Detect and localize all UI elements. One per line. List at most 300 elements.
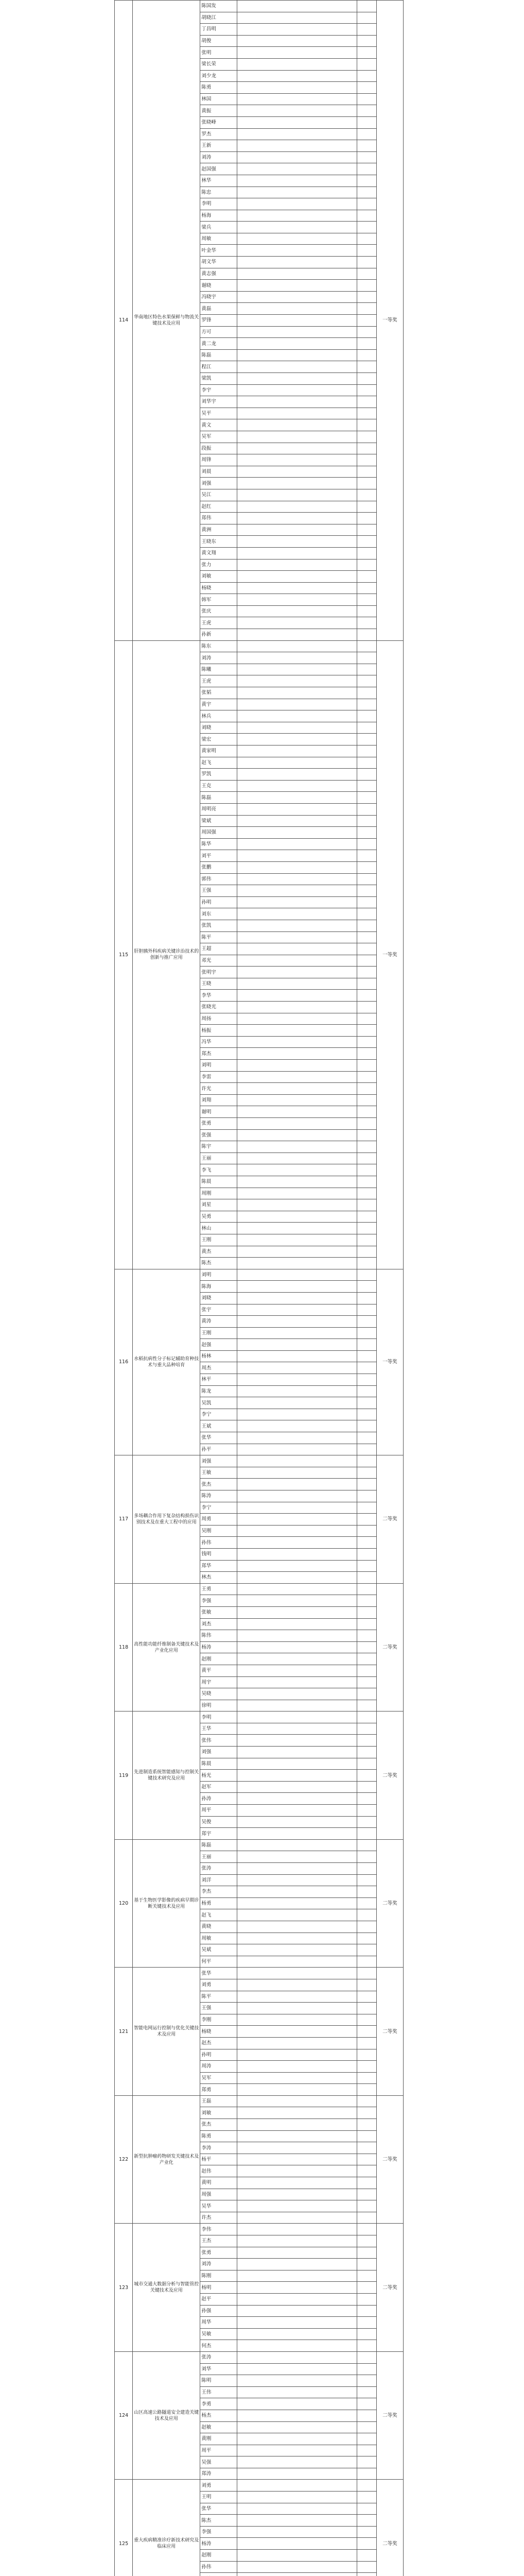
member-org-cell [237, 1595, 357, 1607]
member-org-cell [237, 827, 357, 839]
blank-cell [357, 1211, 376, 1223]
member-org-cell [237, 1385, 357, 1397]
member-org-cell [237, 1420, 357, 1432]
member-org-cell [237, 687, 357, 699]
member-org-cell [237, 1979, 357, 1991]
blank-cell [357, 1106, 376, 1118]
member-org-cell [237, 2515, 357, 2527]
member-name-cell: 杨涛 [200, 2538, 237, 2550]
member-org-cell [237, 1094, 357, 1106]
blank-cell [357, 1246, 376, 1258]
member-org-cell [237, 1781, 357, 1793]
member-name-cell: 杨晓 [200, 582, 237, 594]
member-org-cell [237, 2130, 357, 2142]
member-org-cell [237, 536, 357, 548]
blank-cell [357, 699, 376, 710]
member-org-cell [237, 1258, 357, 1269]
member-org-cell [237, 1002, 357, 1013]
blank-cell [357, 1653, 376, 1665]
blank-cell [357, 82, 376, 94]
blank-cell [357, 478, 376, 489]
table-row [115, 1583, 404, 1595]
blank-cell [357, 2445, 376, 2456]
member-name-cell: 吴斌 [200, 1944, 237, 1956]
blank-cell [357, 1781, 376, 1793]
blank-cell [357, 2421, 376, 2433]
member-name-cell: 周宇 [200, 1676, 237, 1688]
member-name-cell: 赵强 [200, 1339, 237, 1351]
member-name-cell: 吴平 [200, 408, 237, 419]
blank-cell [357, 35, 376, 47]
blank-cell [357, 2247, 376, 2259]
member-org-cell [237, 2480, 357, 2492]
member-org-cell [237, 675, 357, 687]
member-org-cell [237, 1467, 357, 1479]
project-title-cell: 高性能功能纤维制备关键技术及产业化应用 [133, 1583, 200, 1711]
member-org-cell [237, 1129, 357, 1141]
member-org-cell [237, 1327, 357, 1339]
project-title-cell: 水稻抗病性分子标记辅助育种技术与重大品种培育 [133, 1269, 200, 1455]
blank-cell [357, 175, 376, 187]
member-name-cell: 徐明 [200, 1700, 237, 1711]
member-name-cell: 刘洋 [200, 1874, 237, 1886]
member-name-cell: 赵刚 [200, 2550, 237, 2562]
member-org-cell [237, 908, 357, 920]
blank-cell [357, 920, 376, 931]
blank-cell [357, 2317, 376, 2329]
award-level-cell: 一等奖 [376, 1, 403, 641]
member-org-cell [237, 1444, 357, 1455]
blank-cell [357, 2084, 376, 2096]
member-name-cell: 刘华 [200, 2363, 237, 2375]
blank-cell [357, 1420, 376, 1432]
member-name-cell: 林华 [200, 175, 237, 187]
member-name-cell: 刘明 [200, 1269, 237, 1281]
member-name-cell: 孙新 [200, 629, 237, 641]
member-name-cell: 许杰 [200, 2212, 237, 2224]
member-org-cell [237, 1572, 357, 1584]
blank-cell [357, 2363, 376, 2375]
project-number-cell: 117 [115, 1455, 133, 1584]
blank-cell [357, 1723, 376, 1735]
member-org-cell [237, 1292, 357, 1304]
blank-cell [357, 1350, 376, 1362]
member-name-cell: 王晓 [200, 978, 237, 990]
member-org-cell [237, 431, 357, 443]
blank-cell [357, 1641, 376, 1653]
blank-cell [357, 245, 376, 257]
project-number-cell: 115 [115, 640, 133, 1269]
member-name-cell: 郑勇 [200, 2084, 237, 2096]
blank-cell [357, 1083, 376, 1095]
member-name-cell: 许光 [200, 1083, 237, 1095]
member-name-cell: 陈晨 [200, 1758, 237, 1770]
member-name-cell: 陈明 [200, 2375, 237, 2387]
blank-cell [357, 1327, 376, 1339]
member-org-cell [237, 2189, 357, 2200]
blank-cell [357, 1816, 376, 1828]
member-org-cell [237, 2095, 357, 2107]
blank-cell [357, 151, 376, 163]
member-org-cell [237, 1246, 357, 1258]
member-name-cell: 林杰 [200, 1572, 237, 1584]
blank-cell [357, 967, 376, 978]
member-name-cell: 何杰 [200, 2340, 237, 2352]
blank-cell [357, 1944, 376, 1956]
member-org-cell [237, 1537, 357, 1549]
member-name-cell: 罗锋 [200, 315, 237, 327]
member-name-cell: 刘涛 [200, 2259, 237, 2270]
member-name-cell: 孙明 [200, 896, 237, 908]
member-name-cell: 吴强 [200, 2456, 237, 2468]
member-org-cell [237, 1700, 357, 1711]
member-name-cell: 郑涛 [200, 2468, 237, 2480]
member-org-cell [237, 1897, 357, 1909]
member-org-cell [237, 2084, 357, 2096]
blank-cell [357, 861, 376, 873]
member-name-cell: 郑杰 [200, 1048, 237, 1060]
member-name-cell: 刘勇 [200, 2480, 237, 2492]
blank-cell [357, 443, 376, 454]
member-org-cell [237, 1025, 357, 1037]
blank-cell [357, 1048, 376, 1060]
blank-cell [357, 990, 376, 1002]
member-org-cell [237, 1548, 357, 1560]
member-name-cell: 黄洲 [200, 524, 237, 536]
blank-cell [357, 349, 376, 361]
member-org-cell [237, 710, 357, 722]
member-name-cell: 叶金华 [200, 245, 237, 257]
member-org-cell [237, 373, 357, 385]
member-name-cell: 周华 [200, 2317, 237, 2329]
member-name-cell: 张明 [200, 47, 237, 59]
member-name-cell: 张华 [200, 2503, 237, 2515]
member-org-cell [237, 2386, 357, 2398]
member-name-cell: 杨杰 [200, 2410, 237, 2421]
member-org-cell [237, 222, 357, 233]
blank-cell [357, 2305, 376, 2317]
member-name-cell: 陈晨 [200, 1176, 237, 1188]
member-org-cell [237, 1886, 357, 1898]
member-name-cell: 张华 [200, 1432, 237, 1444]
member-name-cell: 张鹏 [200, 861, 237, 873]
member-org-cell [237, 1968, 357, 1979]
member-name-cell: 张晓峰 [200, 116, 237, 128]
blank-cell [357, 2049, 376, 2061]
blank-cell [357, 1129, 376, 1141]
member-org-cell [237, 1479, 357, 1490]
member-org-cell [237, 2468, 357, 2480]
member-name-cell: 邓光 [200, 955, 237, 967]
member-org-cell [237, 1641, 357, 1653]
blank-cell [357, 1, 376, 12]
member-org-cell [237, 1618, 357, 1630]
member-org-cell [237, 210, 357, 222]
member-name-cell: 刘平 [200, 850, 237, 862]
member-org-cell [237, 757, 357, 769]
member-name-cell: 刘强 [200, 1455, 237, 1467]
blank-cell [357, 2177, 376, 2189]
member-org-cell [237, 1828, 357, 1840]
member-org-cell [237, 1118, 357, 1130]
member-org-cell [237, 885, 357, 897]
blank-cell [357, 1665, 376, 1676]
member-name-cell: 王伟 [200, 2386, 237, 2398]
project-title-cell: 智能电网运行控制与优化关键技术及应用 [133, 1968, 200, 2096]
member-org-cell [237, 1770, 357, 1782]
blank-cell [357, 605, 376, 617]
member-name-cell: 刘强 [200, 478, 237, 489]
blank-cell [357, 2095, 376, 2107]
member-org-cell [237, 1199, 357, 1211]
blank-cell [357, 2107, 376, 2119]
table-row [115, 640, 404, 652]
blank-cell [357, 1630, 376, 1642]
blank-cell [357, 222, 376, 233]
blank-cell [357, 1385, 376, 1397]
member-name-cell: 周扬 [200, 1013, 237, 1025]
member-org-cell [237, 967, 357, 978]
member-name-cell: 李杰 [200, 1886, 237, 1898]
project-number-cell: 120 [115, 1839, 133, 1968]
blank-cell [357, 955, 376, 967]
blank-cell [357, 338, 376, 350]
blank-cell [357, 734, 376, 745]
member-org-cell [237, 1339, 357, 1351]
member-name-cell: 杨平 [200, 2154, 237, 2165]
award-list-body [115, 1, 404, 2576]
blank-cell [357, 58, 376, 70]
blank-cell [357, 1374, 376, 1386]
member-org-cell [237, 2445, 357, 2456]
member-name-cell: 王斌 [200, 1420, 237, 1432]
member-org-cell [237, 47, 357, 59]
blank-cell [357, 1735, 376, 1747]
member-name-cell: 黄二龙 [200, 338, 237, 350]
member-name-cell: 张勇 [200, 2247, 237, 2259]
member-name-cell: 黄志强 [200, 268, 237, 280]
member-name-cell: 赵红 [200, 501, 237, 513]
blank-cell [357, 594, 376, 606]
member-org-cell [237, 2037, 357, 2049]
member-name-cell: 吴凯 [200, 1397, 237, 1409]
member-org-cell [237, 1909, 357, 1921]
blank-cell [357, 1362, 376, 1374]
member-org-cell [237, 1502, 357, 1514]
member-name-cell: 陈华 [200, 838, 237, 850]
member-name-cell: 李雷 [200, 1071, 237, 1083]
member-name-cell: 陈磊 [200, 1839, 237, 1851]
blank-cell [357, 1234, 376, 1246]
award-level-cell: 二等奖 [376, 2480, 403, 2576]
blank-cell [357, 315, 376, 327]
member-name-cell: 梁宏 [200, 734, 237, 745]
member-name-cell: 黄磊 [200, 303, 237, 315]
member-org-cell [237, 2492, 357, 2503]
blank-cell [357, 2503, 376, 2515]
award-level-cell: 二等奖 [376, 1455, 403, 1584]
member-name-cell: 王敏 [200, 1467, 237, 1479]
blank-cell [357, 2492, 376, 2503]
member-name-cell: 赵伟 [200, 2165, 237, 2177]
member-name-cell: 林兵 [200, 710, 237, 722]
member-org-cell [237, 2328, 357, 2340]
member-name-cell: 韩军 [200, 594, 237, 606]
member-name-cell: 张晓光 [200, 1002, 237, 1013]
member-name-cell: 黄晓 [200, 1921, 237, 1933]
member-name-cell: 李飞 [200, 1164, 237, 1176]
member-org-cell [237, 745, 357, 757]
member-org-cell [237, 803, 357, 815]
blank-cell [357, 2538, 376, 2550]
member-name-cell: 孙明 [200, 2049, 237, 2061]
blank-cell [357, 2573, 376, 2576]
member-name-cell: 罗凯 [200, 769, 237, 781]
blank-cell [357, 1909, 376, 1921]
blank-cell [357, 827, 376, 839]
blank-cell [357, 896, 376, 908]
member-org-cell [237, 2561, 357, 2573]
member-org-cell [237, 955, 357, 967]
member-name-cell: 王杰 [200, 2235, 237, 2247]
member-name-cell: 周敏 [200, 233, 237, 245]
member-name-cell: 黄涛 [200, 1316, 237, 1328]
member-org-cell [237, 198, 357, 210]
blank-cell [357, 2293, 376, 2305]
member-org-cell [237, 605, 357, 617]
member-org-cell [237, 1735, 357, 1747]
member-org-cell [237, 1688, 357, 1700]
blank-cell [357, 908, 376, 920]
member-org-cell [237, 850, 357, 862]
member-name-cell: 陈伟 [200, 1630, 237, 1642]
member-org-cell [237, 582, 357, 594]
blank-cell [357, 1281, 376, 1293]
award-level-cell: 一等奖 [376, 640, 403, 1269]
blank-cell [357, 2386, 376, 2398]
member-name-cell: 张凯 [200, 920, 237, 931]
member-org-cell [237, 1153, 357, 1164]
member-org-cell [237, 1653, 357, 1665]
blank-cell [357, 2142, 376, 2154]
member-name-cell: 刘晨 [200, 466, 237, 478]
member-org-cell [237, 1793, 357, 1805]
member-org-cell [237, 315, 357, 327]
member-org-cell [237, 629, 357, 641]
blank-cell [357, 303, 376, 315]
member-org-cell [237, 1350, 357, 1362]
project-title-cell: 肝胆胰外科疾病关键诊治技术的创新与推广应用 [133, 640, 200, 1269]
member-name-cell: 黄家明 [200, 745, 237, 757]
member-org-cell [237, 1316, 357, 1328]
member-name-cell: 吴勇 [200, 1211, 237, 1223]
table-row [115, 2351, 404, 2363]
member-org-cell [237, 2573, 357, 2576]
member-org-cell [237, 931, 357, 943]
member-name-cell: 王丽 [200, 1153, 237, 1164]
blank-cell [357, 1572, 376, 1584]
project-number-cell: 121 [115, 1968, 133, 2096]
member-org-cell [237, 361, 357, 373]
member-name-cell: 段振 [200, 443, 237, 454]
table-row [115, 1711, 404, 1723]
blank-cell [357, 1688, 376, 1700]
table-row [115, 1839, 404, 1851]
member-org-cell [237, 1083, 357, 1095]
blank-cell [357, 2072, 376, 2084]
award-level-cell: 二等奖 [376, 1711, 403, 1840]
table-row [115, 1968, 404, 1979]
project-title-cell: 城市交通大数据分析与智能管控关键技术及应用 [133, 2224, 200, 2352]
member-org-cell [237, 93, 357, 105]
blank-cell [357, 2235, 376, 2247]
member-name-cell: 吴军 [200, 2072, 237, 2084]
member-name-cell: 冯华 [200, 1036, 237, 1048]
member-name-cell: 赵平 [200, 2293, 237, 2305]
member-org-cell [237, 268, 357, 280]
member-name-cell: 刘少龙 [200, 70, 237, 82]
member-name-cell: 陈勇 [200, 82, 237, 94]
member-org-cell [237, 1013, 357, 1025]
project-number-cell: 119 [115, 1711, 133, 1840]
blank-cell [357, 1316, 376, 1328]
blank-cell [357, 198, 376, 210]
member-name-cell: 梁凯 [200, 373, 237, 385]
member-name-cell: 张明宇 [200, 967, 237, 978]
blank-cell [357, 1025, 376, 1037]
member-org-cell [237, 2259, 357, 2270]
member-org-cell [237, 2317, 357, 2329]
blank-cell [357, 1002, 376, 1013]
blank-cell [357, 1199, 376, 1211]
blank-cell [357, 47, 376, 59]
blank-cell [357, 2026, 376, 2038]
table-row [115, 1, 404, 12]
member-org-cell [237, 815, 357, 827]
member-org-cell [237, 769, 357, 781]
member-org-cell [237, 2154, 357, 2165]
project-title-cell: 华南地区特色水果保鲜与物流关键技术及应用 [133, 1, 200, 641]
blank-cell [357, 454, 376, 466]
blank-cell [357, 1979, 376, 1991]
member-org-cell [237, 116, 357, 128]
member-org-cell [237, 1048, 357, 1060]
blank-cell [357, 524, 376, 536]
member-name-cell: 方可 [200, 326, 237, 338]
member-name-cell: 刘杰 [200, 1618, 237, 1630]
member-org-cell [237, 1397, 357, 1409]
member-name-cell [200, 2573, 237, 2576]
project-title-cell: 多场耦合作用下复杂结构损伤识别技术及在重大工程中的应用 [133, 1455, 200, 1584]
member-name-cell: 张宇 [200, 1304, 237, 1316]
member-org-cell [237, 128, 357, 140]
blank-cell [357, 1479, 376, 1490]
member-org-cell [237, 2224, 357, 2235]
member-name-cell: 刘勇 [200, 1979, 237, 1991]
blank-cell [357, 233, 376, 245]
blank-cell [357, 2154, 376, 2165]
blank-cell [357, 2550, 376, 2562]
member-name-cell: 孙涛 [200, 1793, 237, 1805]
member-name-cell: 杨勇 [200, 1897, 237, 1909]
member-name-cell: 刘敏 [200, 571, 237, 583]
member-name-cell: 梁兵 [200, 222, 237, 233]
blank-cell [357, 780, 376, 792]
award-level-cell: 二等奖 [376, 2224, 403, 2352]
blank-cell [357, 1188, 376, 1199]
blank-cell [357, 1525, 376, 1537]
blank-cell [357, 210, 376, 222]
